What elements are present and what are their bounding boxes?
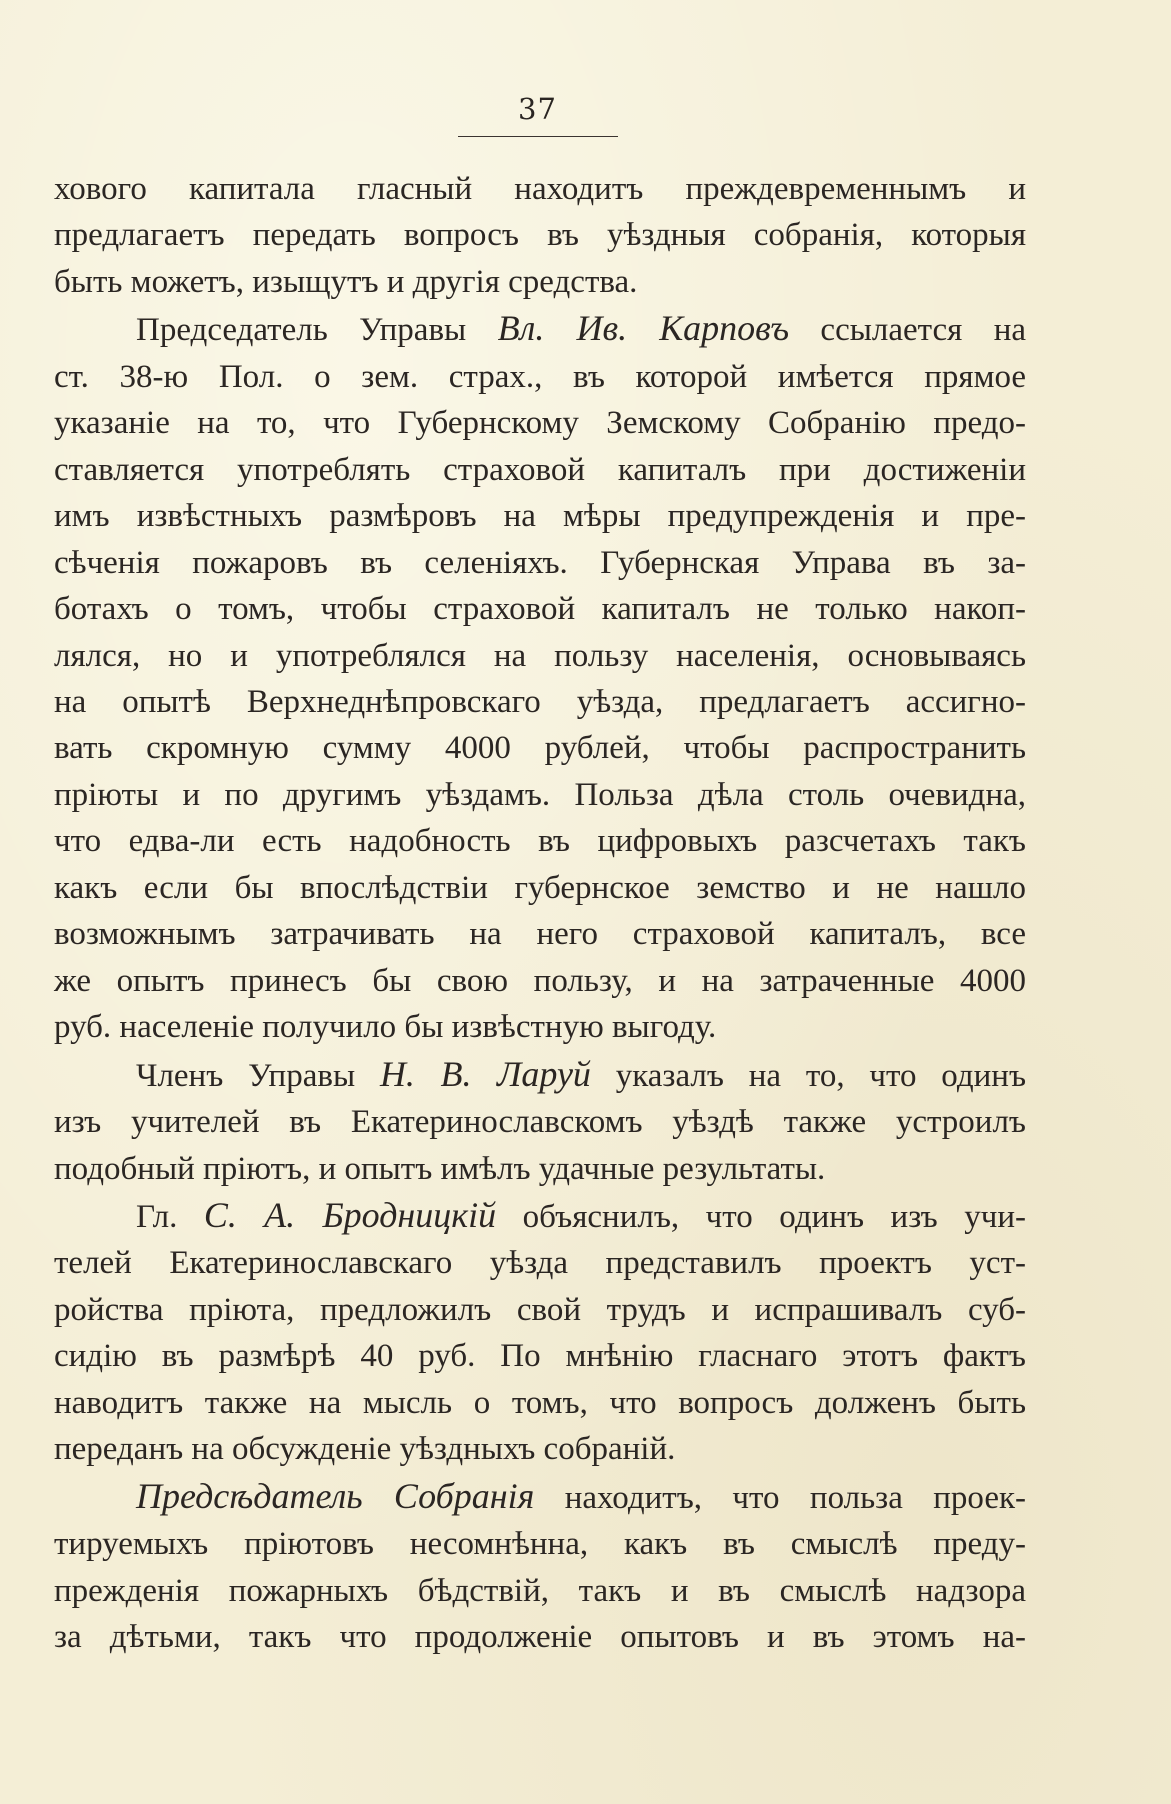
- header-rule: [458, 136, 618, 137]
- text-line: указаніе на то, что Губернскому Земскому Собранію предо-: [54, 405, 1026, 442]
- text-line: ст. 38-ю Пол. о зем. страх., въ которой имѣется прямое: [54, 358, 1026, 395]
- text-line: ставляется употреблять страховой капиталъ при достиженіи: [54, 451, 1026, 488]
- text-line: [54, 1473, 1026, 1521]
- speaker-name: С. А. Бродницкій: [203, 1194, 497, 1235]
- text-line: имъ извѣстныхъ размѣровъ на мѣры предупрежденія и пре-: [54, 498, 1026, 535]
- page-number: 37: [518, 92, 557, 126]
- text-line: какъ если бы впослѣдствіи губернское земство и не нашло: [54, 869, 1026, 906]
- text-line: что едва-ли есть надобность въ цифровыхъ разсчетахъ такъ: [54, 823, 1026, 860]
- text-fragment: Членъ Управы: [136, 1057, 356, 1094]
- text-line: наводитъ также на мысль о томъ, что вопросъ долженъ быть: [54, 1384, 1026, 1421]
- text-fragment: объяснилъ, что одинъ изъ учи-: [522, 1198, 1027, 1235]
- text-line: сидію въ размѣрѣ 40 руб. По мнѣнію гласнаго этотъ фактъ: [54, 1338, 1026, 1375]
- text-fragment: Председатель Управы: [136, 312, 467, 349]
- text-line: пріюты и по другимъ уѣздамъ. Польза дѣла столь очевидна,: [54, 776, 1026, 813]
- text-line: руб. населеніе получило бы извѣстную выгоду.: [54, 1009, 717, 1046]
- text-fragment: находитъ, что польза проек-: [564, 1479, 1027, 1516]
- text-line: [54, 1051, 1026, 1099]
- text-line: предлагаетъ передать вопросъ въ уѣздныя собранія, которыя: [54, 217, 1026, 254]
- text-line: [54, 305, 1026, 353]
- text-line: быть можетъ, изыщутъ и другія средства.: [54, 263, 638, 300]
- text-line: сѣченія пожаровъ въ селеніяхъ. Губернская Управа въ за-: [54, 544, 1026, 581]
- text-line: вать скромную сумму 4000 рублей, чтобы распространить: [54, 730, 1026, 767]
- text-fragment: Гл.: [136, 1198, 178, 1235]
- text-line: переданъ на обсужденіе уѣздныхъ собраній.: [54, 1431, 676, 1468]
- text-line: на опытѣ Верхнеднѣпровскаго уѣзда, предлагаетъ ассигно-: [54, 683, 1026, 720]
- text-line: же опытъ принесъ бы свою пользу, и на затраченные 4000: [54, 962, 1026, 999]
- text-line: телей Екатеринославскаго уѣзда представилъ проектъ уст-: [54, 1245, 1026, 1282]
- text-line: [54, 1192, 1026, 1240]
- text-fragment: ссылается на: [820, 312, 1027, 349]
- text-line: ройства пріюта, предложилъ свой трудъ и испрашивалъ суб-: [54, 1291, 1026, 1328]
- speaker-name: Н. В. Ларуй: [379, 1053, 591, 1094]
- body-text: [54, 166, 1026, 1661]
- speaker-name: Предсѣдатель Собранія: [136, 1475, 535, 1516]
- text-fragment: указалъ на то, что одинъ: [615, 1057, 1027, 1094]
- text-line: изъ учителей въ Екатеринославскомъ уѣздѣ также устроилъ: [54, 1104, 1026, 1141]
- text-line: тируемыхъ пріютовъ несомнѣнна, какъ въ смыслѣ преду-: [54, 1526, 1026, 1563]
- text-line: лялся, но и употреблялся на пользу населенія, основываясь: [54, 637, 1026, 674]
- text-line: подобный пріютъ, и опытъ имѣлъ удачные результаты.: [54, 1150, 826, 1187]
- text-line: ботахъ о томъ, чтобы страховой капиталъ не только накоп-: [54, 591, 1026, 628]
- text-line: за дѣтьми, такъ что продолженіе опытовъ и въ этомъ на-: [54, 1619, 1026, 1656]
- speaker-name: Вл. Ив. Карповъ: [497, 308, 789, 349]
- text-line: возможнымъ затрачивать на него страховой капиталъ, все: [54, 916, 1026, 953]
- text-line: хового капитала гласный находитъ преждевременнымъ и: [54, 171, 1026, 207]
- text-line: прежденія пожарныхъ бѣдствій, такъ и въ смыслѣ надзора: [54, 1572, 1026, 1609]
